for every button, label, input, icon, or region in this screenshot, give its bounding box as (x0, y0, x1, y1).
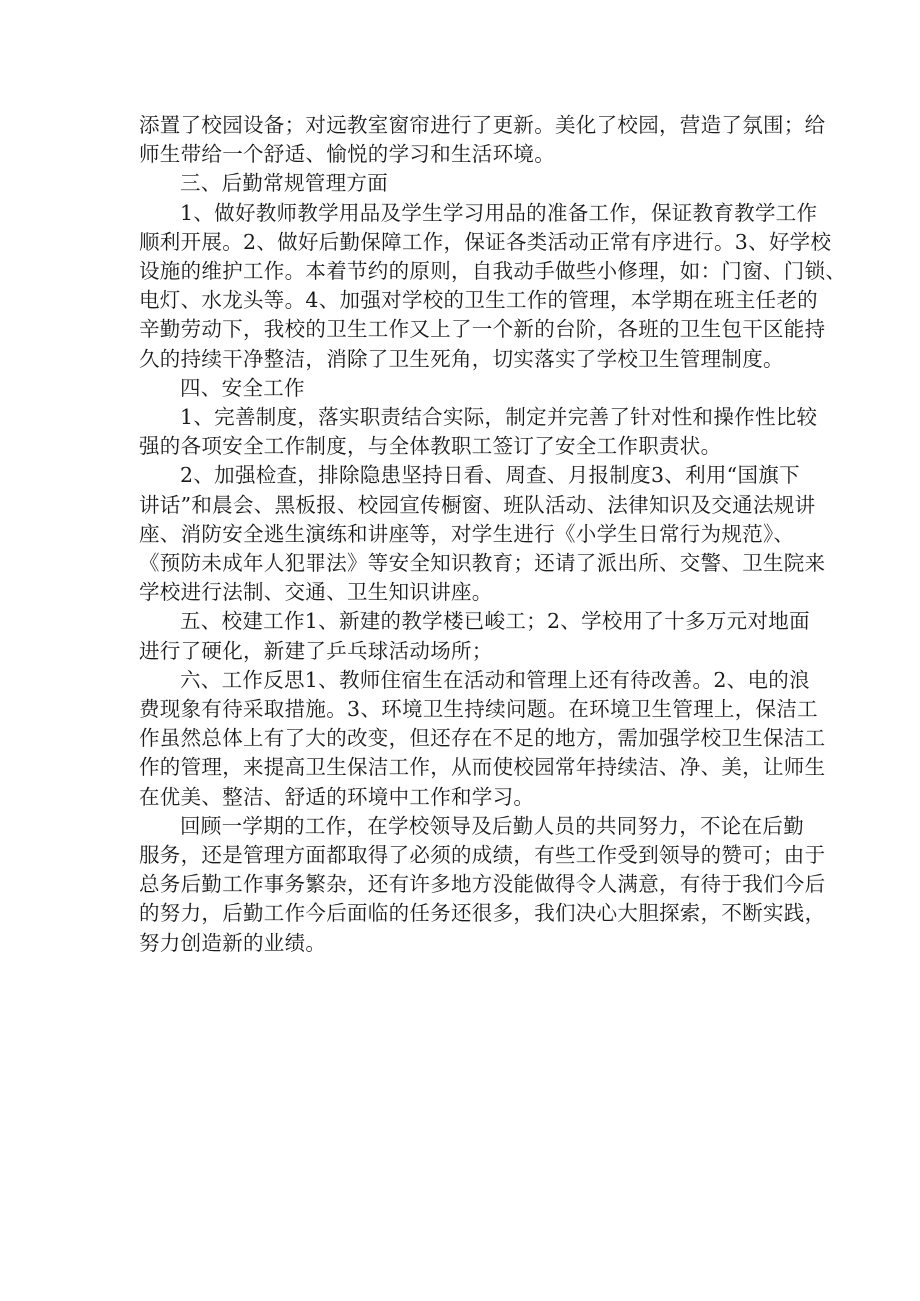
text-line: 总务后勤工作事务繁杂，还有许多地方没能做得令人满意，有待于我们今后 (139, 872, 826, 897)
heading-text: 三、后勤常规管理方面 (180, 171, 388, 196)
text-line: 设施的维护工作。本着节约的原则，自我动手做些小修理，如：门窗、门锁、 (139, 259, 847, 284)
paragraph-reflection (139, 666, 826, 812)
paragraph-construction (139, 607, 810, 665)
text-line: 久的持续干净整洁，消除了卫生死角，切实落实了学校卫生管理制度。 (139, 346, 784, 371)
paragraph-conclusion (139, 812, 826, 958)
text-line: 1、做好教师教学用品及学生学习用品的准备工作，保证教育教学工作 (180, 200, 818, 225)
text-line: 顺利开展。2、做好后勤保障工作，保证各类活动正常有序进行。3、好学校 (139, 229, 832, 254)
paragraph-logistics (139, 199, 847, 374)
paragraph-intro (139, 111, 826, 169)
text-line: 讲话”和晨会、黑板报、校园宣传橱窗、班队活动、法律知识及交通法规讲 (139, 492, 816, 517)
text-line: 的努力，后勤工作今后面临的任务还很多，我们决心大胆探索，不断实践， (139, 901, 826, 926)
heading-text: 四、安全工作 (180, 375, 305, 400)
text-line: 六、工作反思1、教师住宿生在活动和管理上还有待改善。2、电的浪 (180, 667, 810, 692)
text-line: 学校进行法制、交通、卫生知识讲座。 (139, 580, 493, 605)
text-line: 座、消防安全逃生演练和讲座等，对学生进行《小学生日常行为规范》、 (139, 521, 795, 546)
section-heading-logistics (139, 169, 781, 198)
text-line: 《预防未成年人犯罪法》等安全知识教育；还请了派出所、交警、卫生院来 (139, 551, 826, 576)
text-line: 2、加强检查，排除隐患坚持日看、周查、月报制度3、利用“国旗下 (180, 463, 800, 488)
text-line: 作虽然总体上有了大的改变，但还存在不足的地方，需加强学校卫生保洁工 (139, 726, 826, 751)
document-page (139, 111, 847, 958)
text-line: 强的各项安全工作制度，与全体教职工签订了安全工作职责状。 (139, 434, 722, 459)
text-line: 努力创造新的业绩。 (139, 930, 327, 955)
text-line: 添置了校园设备；对远教室窗帘进行了更新。美化了校园，营造了氛围；给 (139, 113, 826, 137)
paragraph-safety-1 (139, 403, 818, 461)
paragraph-safety-2 (139, 461, 826, 607)
text-line: 回顾一学期的工作，在学校领导及后勤人员的共同努力，不论在后勤 (180, 813, 804, 838)
text-line: 进行了硬化，新建了乒乓球活动场所； (139, 638, 493, 663)
text-line: 辛勤劳动下，我校的卫生工作又上了一个新的台阶，各班的卫生包干区能持 (139, 317, 826, 342)
text-line: 五、校建工作1、新建的教学楼已峻工；2、学校用了十多万元对地面 (180, 609, 810, 634)
text-line: 师生带给一个舒适、愉悦的学习和生活环境。 (139, 142, 555, 167)
text-line: 费现象有待采取措施。3、环境卫生持续问题。在环境卫生管理上，保洁工 (139, 697, 818, 722)
text-line: 服务，还是管理方面都取得了必须的成绩，有些工作受到领导的赞可；由于 (139, 843, 826, 868)
section-heading-safety (139, 374, 781, 403)
text-line: 作的管理，来提高卫生保洁工作，从而使校园常年持续洁、净、美，让师生 (139, 755, 826, 780)
text-line: 电灯、水龙头等。4、加强对学校的卫生工作的管理，本学期在班主任老的 (139, 288, 818, 313)
text-line: 在优美、整洁、舒适的环境中工作和学习。 (139, 784, 535, 809)
text-line: 1、完善制度，落实职责结合实际，制定并完善了针对性和操作性比较 (180, 405, 818, 430)
